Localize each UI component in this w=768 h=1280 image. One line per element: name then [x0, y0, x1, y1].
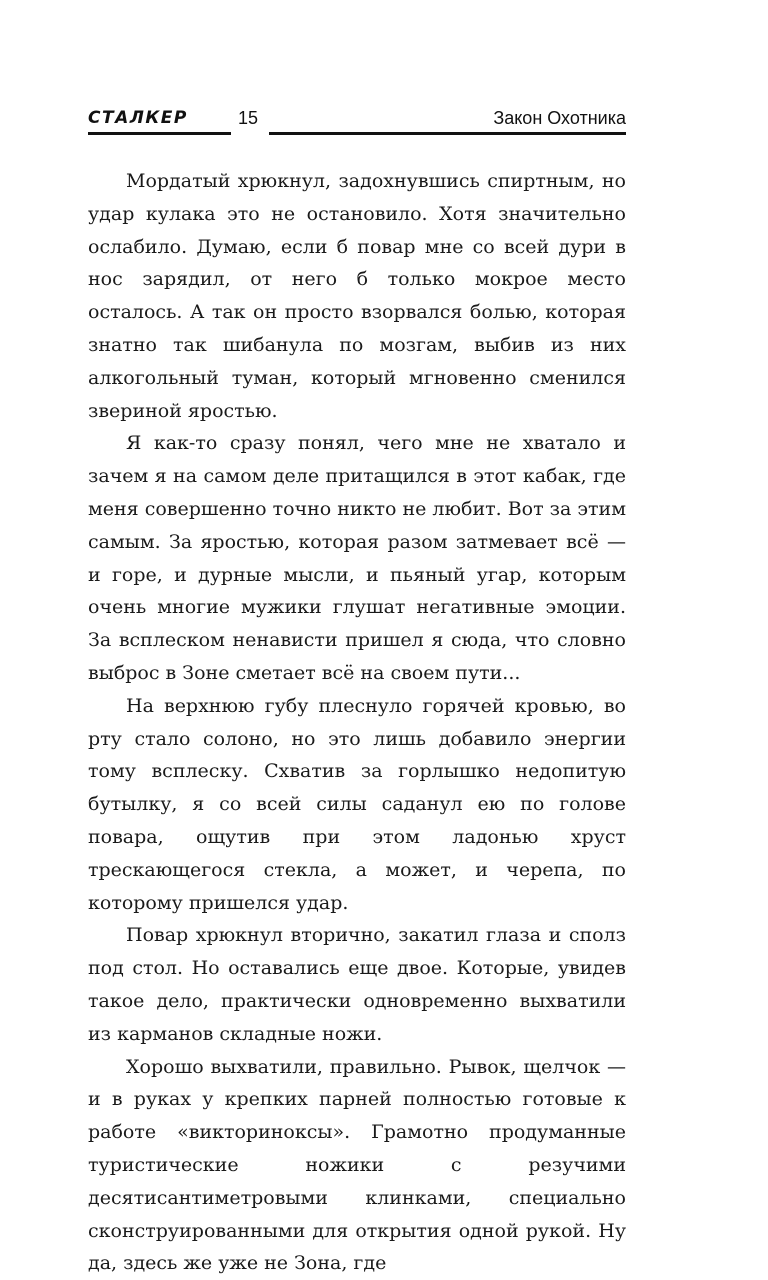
- header-rule-left: [88, 132, 231, 135]
- body-text: [88, 165, 626, 1280]
- paragraph: На верхнюю губу плеснуло горячей кровью, во рту стало солоно, но это лишь добавило энергии тому всплеску. Схватив за горлышко недопитую бутылку, я со всей силы саданул ею по голове повара, ощутив при этом ладонью хруст трескающегося стекла, а может, и черепа, по которому пришелся удар.: [88, 694, 626, 914]
- series-name: СТАЛКЕР: [88, 108, 188, 128]
- paragraph: Хорошо выхватили, правильно. Рывок, щелчок — и в руках у крепких парней полностью готовые к работе «викториноксы». Грамотно продуманные туристические ножики с резучими десятисантиметровыми клинками, специально сконструированными для открытия одной рукой. Ну да, здесь же уже не Зона, где: [88, 1055, 626, 1275]
- paragraph: Мордатый хрюкнул, задохнувшись спиртным, но удар кулака это не остановило. Хотя значительно ослабило. Думаю, если б повар мне со всей дури в нос зарядил, от него б только мокрое место осталось. А так он просто взорвался болью, которая знатно так шибанула по мозгам, выбив из них алкогольный туман, который мгновенно сменился звериной яростью.: [88, 170, 626, 422]
- running-header: [88, 108, 626, 136]
- paragraph: Повар хрюкнул вторично, закатил глаза и сполз под стол. Но оставались еще двое. Которые, увидев такое дело, практически одновременно выхватили из карманов складные ножи.: [88, 924, 626, 1045]
- page-number: 15: [238, 108, 259, 128]
- book-title: Закон Охотника: [493, 108, 626, 128]
- header-rule-right: [269, 132, 626, 135]
- paragraph: Я как-то сразу понял, чего мне не хватало и зачем я на самом деле притащился в этот кабак, где меня совершенно точно никто не любит. Вот за этим самым. За яростью, которая разом затмевает всё — и горе, и дурные мысли, и пьяный угар, которым очень многие мужики глушат негативные эмоции. За всплеском ненависти пришел я сюда, что словно выброс в Зоне сметает всё на своем пути...: [88, 432, 626, 684]
